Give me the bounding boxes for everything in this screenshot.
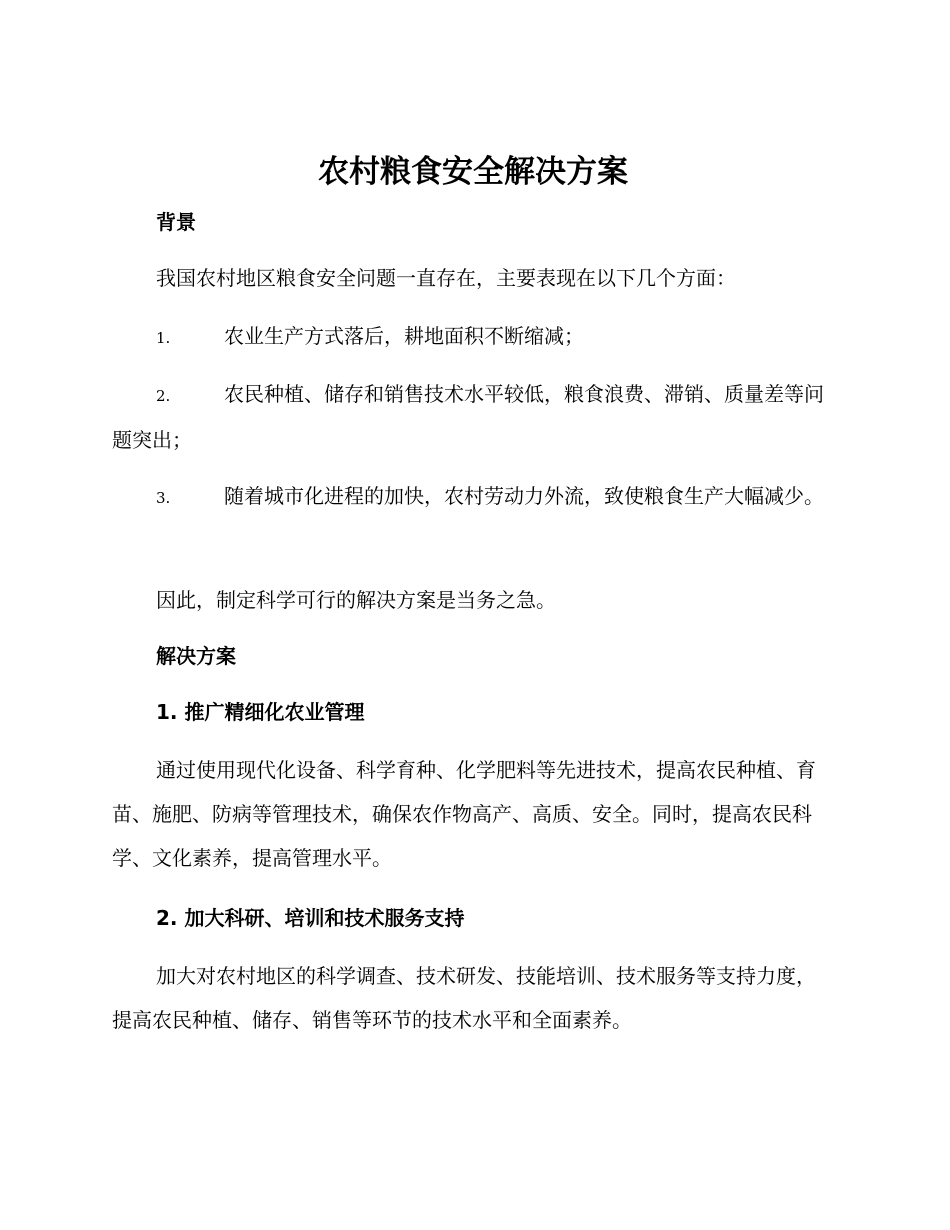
document-title: 农村粮食安全解决方案 bbox=[318, 154, 628, 190]
solution-paragraph-2: 加大对农村地区的科学调查、技术研发、技能培训、技术服务等支持力度，提高农民种植、储存、销售等环节的技术水平和全面素养。 bbox=[112, 964, 816, 1032]
problem-number: 3. bbox=[156, 489, 171, 507]
problem-text: 随着城市化进程的加快，农村劳动力外流，致使粮食生产大幅减少。 bbox=[224, 484, 824, 508]
problem-text: 农业生产方式落后，耕地面积不断缩减； bbox=[224, 324, 584, 348]
problem-number: 2. bbox=[156, 387, 171, 405]
document-page bbox=[112, 0, 834, 1230]
solution-heading-1: 1. 推广精细化农业管理 bbox=[156, 700, 365, 724]
problem-item-3 bbox=[112, 474, 834, 520]
problem-item-2 bbox=[112, 372, 834, 462]
problem-text: 农民种植、储存和销售技术水平较低，粮食浪费、滞销、质量差等问题突出； bbox=[112, 382, 824, 452]
conclusion-paragraph: 因此，制定科学可行的解决方案是当务之急。 bbox=[156, 588, 556, 612]
section-heading-background: 背景 bbox=[156, 210, 196, 234]
solution-heading-2: 2. 加大科研、培训和技术服务支持 bbox=[156, 906, 465, 930]
problem-number: 1. bbox=[156, 329, 171, 347]
problem-item-1 bbox=[112, 314, 834, 360]
intro-paragraph: 我国农村地区粮食安全问题一直存在，主要表现在以下几个方面： bbox=[156, 266, 736, 290]
solution-paragraph-1: 通过使用现代化设备、科学育种、化学肥料等先进技术，提高农民种植、育苗、施肥、防病等管理技术，确保农作物高产、高质、安全。同时，提高农民科学、文化素养，提高管理水平。 bbox=[112, 758, 816, 870]
section-heading-solutions: 解决方案 bbox=[156, 644, 236, 668]
